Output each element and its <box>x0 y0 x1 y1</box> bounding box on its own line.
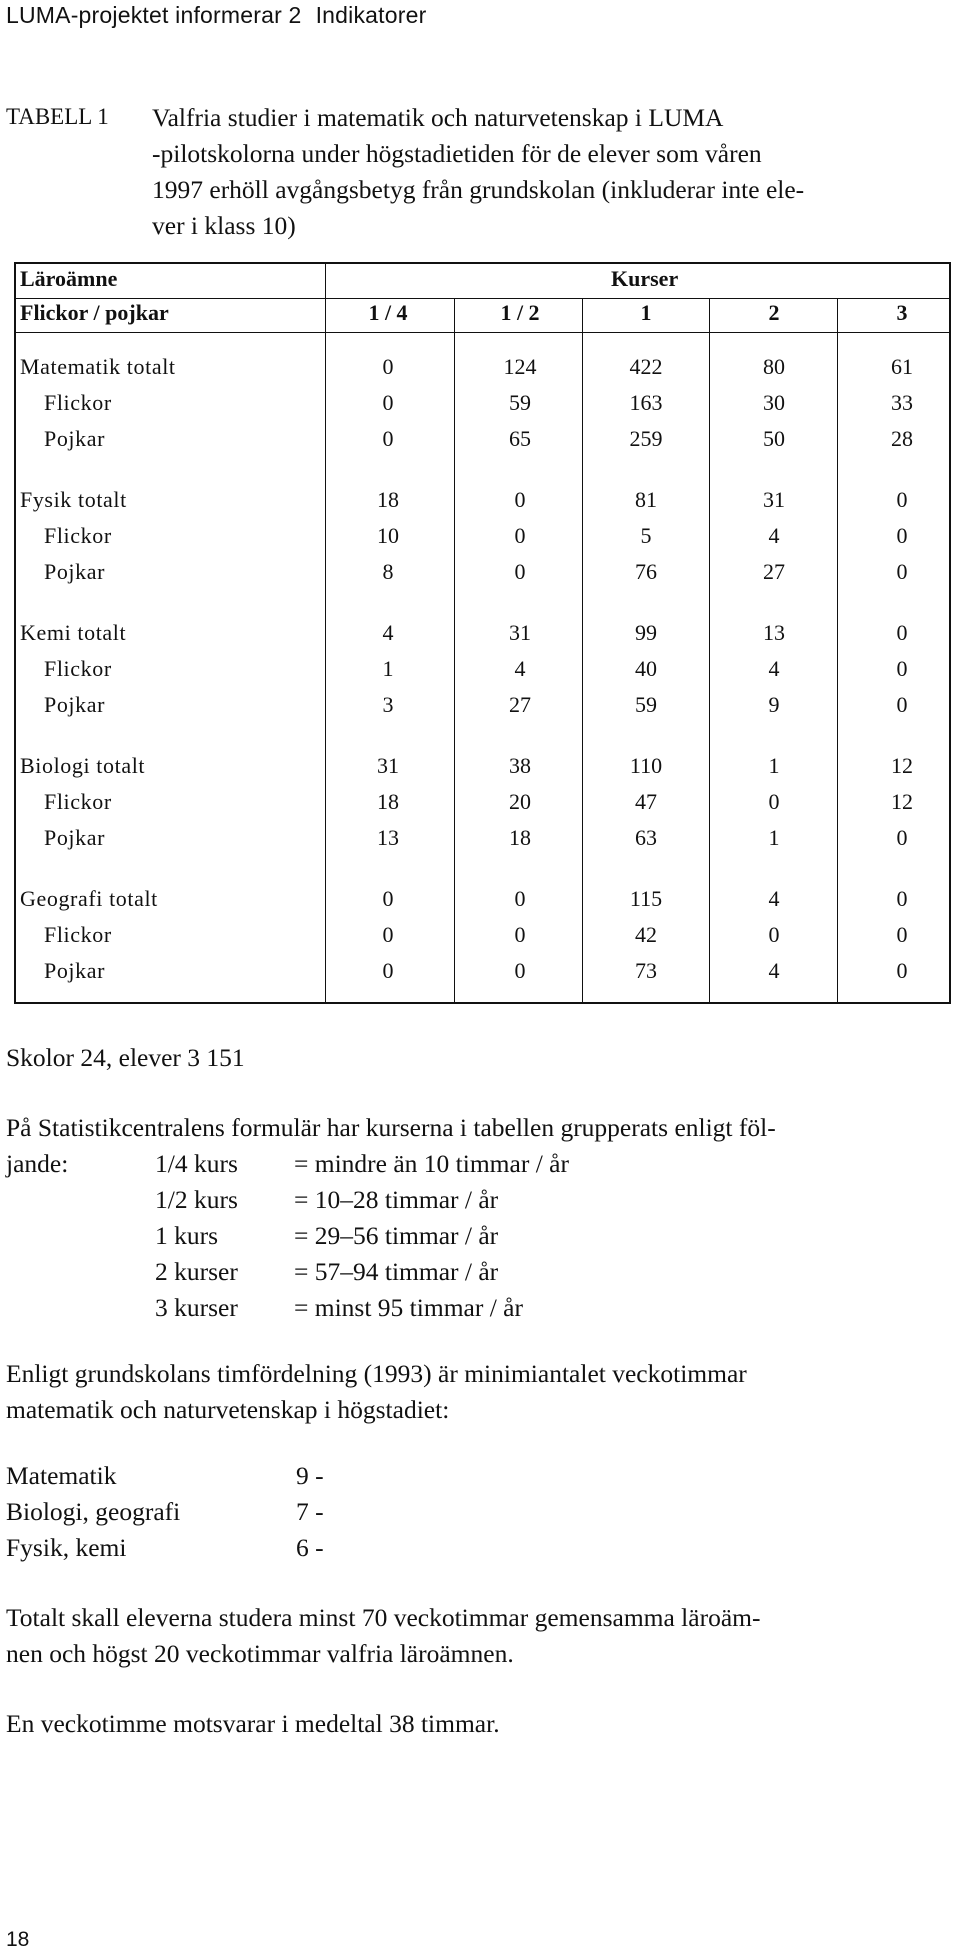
table-border-bottom <box>14 1002 951 1004</box>
row-label-gender: Flickor <box>44 523 112 548</box>
running-header <box>6 2 426 29</box>
table-cell: 33 <box>891 390 913 415</box>
table-cell: 422 <box>629 354 663 379</box>
column-separator <box>709 298 710 1004</box>
table-cell: 0 <box>896 958 908 983</box>
column-separator <box>325 262 326 1004</box>
table-cell: 27 <box>509 692 531 717</box>
table-border-right <box>949 262 951 1004</box>
table-caption <box>152 100 952 244</box>
table-cell: 59 <box>509 390 531 415</box>
hours-subject: Fysik, kemi <box>6 1533 127 1562</box>
header-subject: Läroämne <box>20 266 118 291</box>
column-separator <box>837 298 838 1004</box>
table-cell: 1 <box>768 753 780 778</box>
table-cell: 13 <box>377 825 399 850</box>
table-cell: 18 <box>377 487 399 512</box>
table-cell: 0 <box>768 789 780 814</box>
definition-value: = 10–28 timmar / år <box>294 1185 499 1214</box>
table-cell: 73 <box>635 958 657 983</box>
average-line: En veckotimme motsvarar i medeltal 38 timmar. <box>6 1709 500 1738</box>
header-col-1: 1 <box>640 300 652 325</box>
caption-line: 1997 erhöll avgångsbetyg från grundskolan (inkluderar inte ele- <box>152 175 805 204</box>
table-cell: 0 <box>896 523 908 548</box>
header-gender: Flickor / pojkar <box>20 300 169 325</box>
table-cell: 1 <box>382 656 394 681</box>
row-label-gender: Flickor <box>44 390 112 415</box>
row-label-gender: Flickor <box>44 656 112 681</box>
definition-value: = 57–94 timmar / år <box>294 1257 499 1286</box>
table-cell: 0 <box>514 523 526 548</box>
table-cell: 38 <box>509 753 531 778</box>
table-cell: 0 <box>896 825 908 850</box>
table-cell: 0 <box>514 487 526 512</box>
table-cell: 81 <box>635 487 657 512</box>
table-border-top <box>14 262 951 264</box>
definition-value: = minst 95 timmar / år <box>294 1293 523 1322</box>
header-courses: Kurser <box>611 266 679 291</box>
table-cell: 0 <box>382 958 394 983</box>
courses-table <box>14 262 951 1004</box>
row-label-total: Geografi totalt <box>20 886 158 911</box>
definition-term: 1/2 kurs <box>155 1185 238 1214</box>
header-col-3: 3 <box>896 300 908 325</box>
table-cell: 3 <box>382 692 394 717</box>
row-label-total: Matematik totalt <box>20 354 176 379</box>
table-cell: 50 <box>763 426 785 451</box>
hours-subject: Matematik <box>6 1461 117 1490</box>
table-cell: 259 <box>629 426 663 451</box>
table-cell: 31 <box>763 487 785 512</box>
table-cell: 0 <box>514 958 526 983</box>
table-cell: 65 <box>509 426 531 451</box>
row-label-gender: Pojkar <box>44 825 106 850</box>
table-cell: 1 <box>768 825 780 850</box>
table-cell: 4 <box>514 656 526 681</box>
table-cell: 0 <box>514 922 526 947</box>
table-cell: 63 <box>635 825 657 850</box>
table-cell: 0 <box>382 354 394 379</box>
table-cell: 0 <box>382 922 394 947</box>
total-line: nen och högst 20 veckotimmar valfria läroämnen. <box>6 1639 514 1668</box>
definition-term: 2 kurser <box>155 1257 238 1286</box>
table-cell: 0 <box>896 487 908 512</box>
row-label-gender: Flickor <box>44 789 112 814</box>
table-cell: 18 <box>377 789 399 814</box>
header-col-half: 1 / 2 <box>500 300 540 325</box>
table-cell: 12 <box>891 789 913 814</box>
hours-value: 7 - <box>296 1497 324 1526</box>
table-cell: 42 <box>635 922 657 947</box>
table-cell: 13 <box>763 620 785 645</box>
row-label-total: Biologi totalt <box>20 753 146 778</box>
table-cell: 110 <box>629 753 663 778</box>
row-label-gender: Pojkar <box>44 559 106 584</box>
page-number: 18 <box>6 1928 30 1951</box>
table-cell: 4 <box>768 523 780 548</box>
table-cell: 163 <box>629 390 663 415</box>
table-cell: 28 <box>891 426 913 451</box>
table-cell: 30 <box>763 390 785 415</box>
table-cell: 31 <box>377 753 399 778</box>
hours-value: 6 - <box>296 1533 324 1562</box>
table-cell: 4 <box>768 656 780 681</box>
definition-value: = 29–56 timmar / år <box>294 1221 499 1250</box>
table-cell: 0 <box>768 922 780 947</box>
table-cell: 20 <box>509 789 531 814</box>
table-cell: 9 <box>768 692 780 717</box>
timetable-line: Enligt grundskolans timfördelning (1993) är minimiantalet veckotimmar <box>6 1359 747 1388</box>
table-cell: 10 <box>377 523 399 548</box>
table-cell: 0 <box>514 559 526 584</box>
header-section: Indikatorer <box>315 2 427 28</box>
caption-line: -pilotskolorna under högstadietiden för de elever som våren <box>152 139 762 168</box>
table-cell: 0 <box>896 656 908 681</box>
total-line: Totalt skall eleverna studera minst 70 veckotimmar gemensamma läroäm- <box>6 1603 761 1632</box>
table-cell: 40 <box>635 656 657 681</box>
definition-term: 3 kurser <box>155 1293 238 1322</box>
table-cell: 0 <box>382 886 394 911</box>
table-cell: 61 <box>891 354 913 379</box>
header-col-2: 2 <box>768 300 780 325</box>
header-title: LUMA-projektet informerar 2 <box>6 2 302 28</box>
table-cell: 76 <box>635 559 657 584</box>
table-cell: 0 <box>382 426 394 451</box>
schools-line: Skolor 24, elever 3 151 <box>6 1043 245 1072</box>
table-cell: 18 <box>509 825 531 850</box>
timetable-line: matematik och naturvetenskap i högstadiet: <box>6 1395 450 1424</box>
table-cell: 4 <box>382 620 394 645</box>
table-cell: 8 <box>382 559 394 584</box>
row-label-gender: Pojkar <box>44 958 106 983</box>
column-separator <box>454 298 455 1004</box>
definitions-lead: jande: <box>6 1149 69 1178</box>
definition-value: = mindre än 10 timmar / år <box>294 1149 569 1178</box>
table-cell: 47 <box>635 789 657 814</box>
column-separator <box>582 298 583 1004</box>
row-label-total: Fysik totalt <box>20 487 127 512</box>
definition-term: 1 kurs <box>155 1221 219 1250</box>
table-cell: 4 <box>768 958 780 983</box>
table-cell: 0 <box>382 390 394 415</box>
header-divider <box>14 298 951 299</box>
table-cell: 0 <box>896 692 908 717</box>
header-bottom-rule <box>14 332 951 333</box>
table-cell: 4 <box>768 886 780 911</box>
hours-value: 9 - <box>296 1461 324 1490</box>
caption-line: Valfria studier i matematik och naturvetenskap i LUMA <box>152 103 724 132</box>
table-cell: 5 <box>640 523 652 548</box>
table-cell: 115 <box>629 886 663 911</box>
hours-subject: Biologi, geografi <box>6 1497 181 1526</box>
table-cell: 59 <box>635 692 657 717</box>
table-cell: 12 <box>891 753 913 778</box>
table-border-left <box>14 262 16 1004</box>
table-caption-label: TABELL 1 <box>6 104 109 129</box>
caption-line: ver i klass 10) <box>152 211 296 240</box>
table-cell: 31 <box>509 620 531 645</box>
row-label-total: Kemi totalt <box>20 620 127 645</box>
table-cell: 124 <box>503 354 537 379</box>
table-cell: 0 <box>896 922 908 947</box>
row-label-gender: Flickor <box>44 922 112 947</box>
table-cell: 0 <box>514 886 526 911</box>
table-cell: 0 <box>896 620 908 645</box>
header-col-quarter: 1 / 4 <box>368 300 408 325</box>
table-cell: 0 <box>896 559 908 584</box>
table-cell: 99 <box>635 620 657 645</box>
table-cell: 80 <box>763 354 785 379</box>
table-cell: 0 <box>896 886 908 911</box>
row-label-gender: Pojkar <box>44 426 106 451</box>
definition-term: 1/4 kurs <box>155 1149 238 1178</box>
row-label-gender: Pojkar <box>44 692 106 717</box>
grouping-intro: På Statistikcentralens formulär har kurserna i tabellen grupperats enligt föl- <box>6 1113 776 1142</box>
table-cell: 27 <box>763 559 785 584</box>
